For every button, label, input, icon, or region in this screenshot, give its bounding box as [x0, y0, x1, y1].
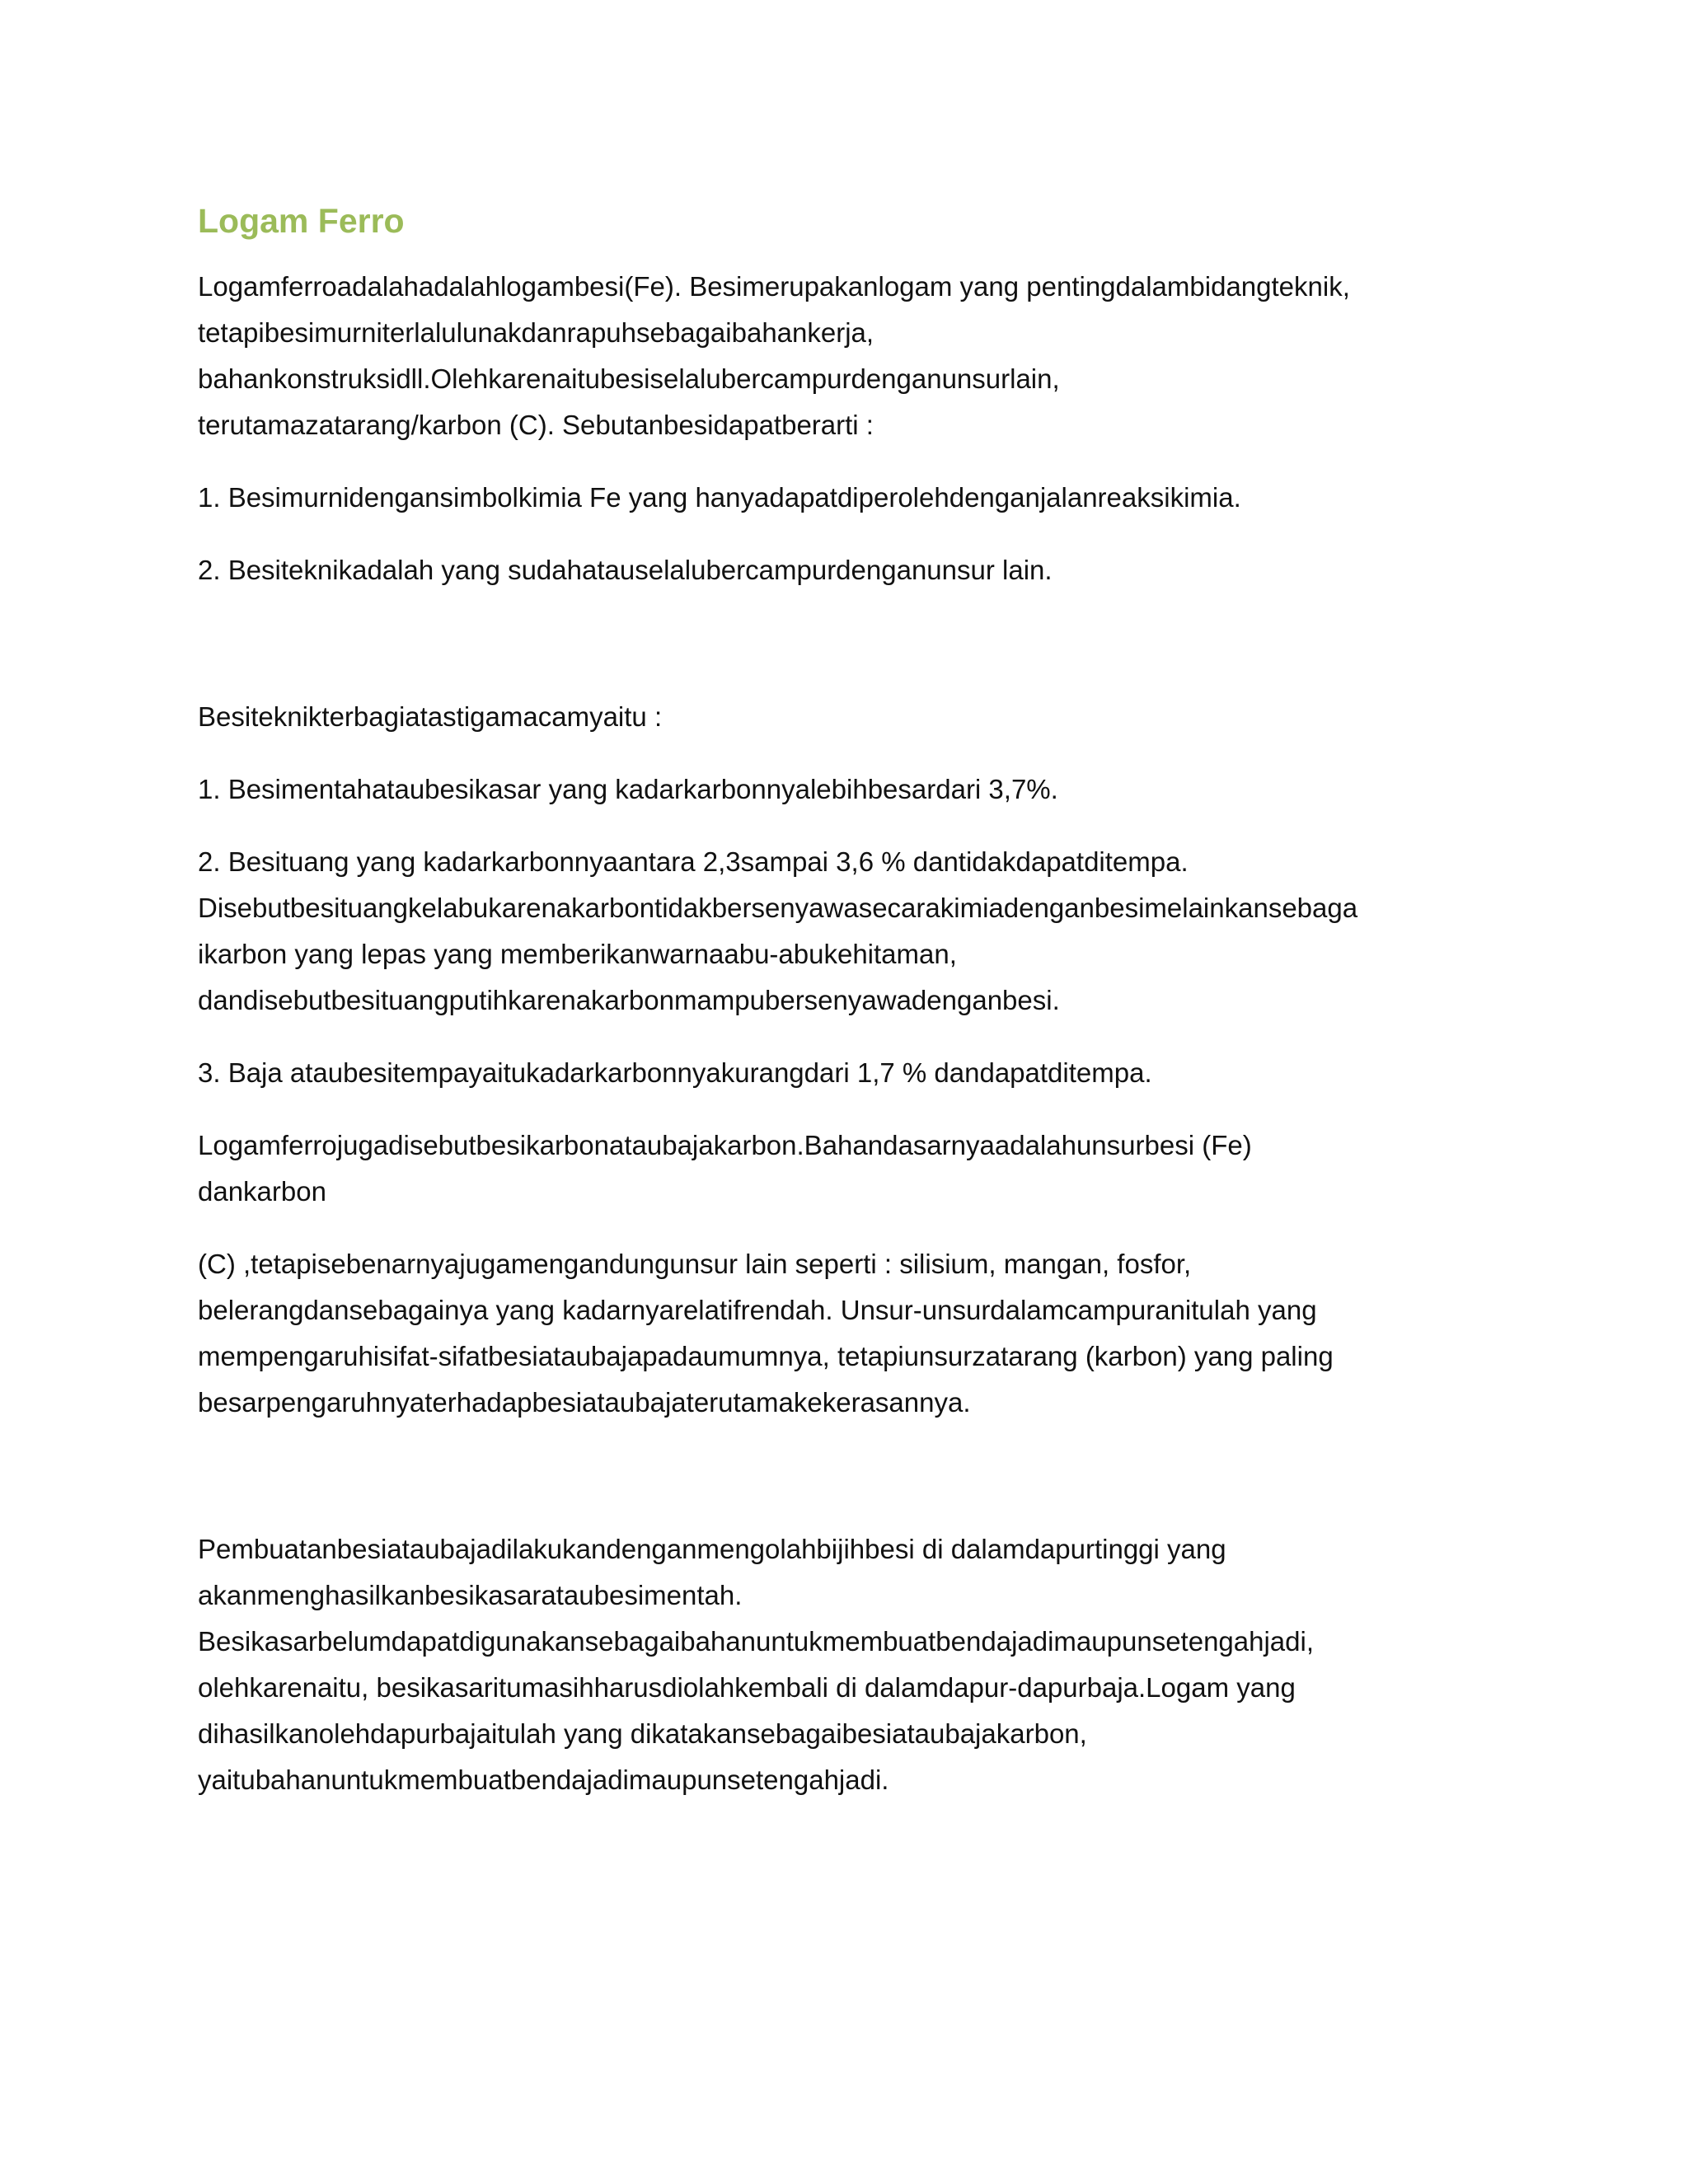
paragraph-line: Disebutbesituangkelabukarenakarbontidakbersenyawasecarakimiadenganbesimelainkansebaga: [198, 893, 1358, 923]
paragraph-line: ikarbon yang lepas yang memberikanwarnaabu-abukehitaman,: [198, 939, 957, 969]
paragraph-line: yaitubahanuntukmembuatbendajadimaupunsetengahjadi.: [198, 1765, 889, 1795]
paragraph-line: (C) ,tetapisebenarnyajugamengandungunsur lain seperti : silisium, mangan, fosfor,: [198, 1249, 1192, 1279]
document-page: [198, 198, 1517, 1830]
paragraph-types-intro: Besiteknikterbagiatastigamacamyaitu :: [198, 701, 663, 732]
list-item-steel: 3. Baja ataubesitempayaitukadarkarbonnyakurangdari 1,7 % dandapatditempa.: [198, 1057, 1152, 1088]
paragraph-elements: [198, 1241, 1517, 1426]
paragraph-carbon-steel: [198, 1122, 1517, 1215]
list-item-technical-iron: 2. Besiteknikadalah yang sudahatauselalubercampurdenganunsur lain.: [198, 555, 1053, 585]
paragraph-line: Pembuatanbesiataubajadilakukandenganmengolahbijihbesi di dalamdapurtinggi yang: [198, 1534, 1226, 1564]
paragraph-line: tetapibesimurniterlalulunakdanrapuhsebagaibahankerja,: [198, 317, 874, 348]
paragraph-intro: [198, 264, 1517, 448]
paragraph-line: Logamferrojugadisebutbesikarbonataubajakarbon.Bahandasarnyaadalahunsurbesi (Fe): [198, 1130, 1252, 1160]
paragraph-line: dankarbon: [198, 1176, 326, 1207]
paragraph-production: [198, 1526, 1517, 1803]
paragraph-line: olehkarenaitu, besikasaritumasihharusdiolahkembali di dalamdapur-dapurbaja.Logam yang: [198, 1672, 1296, 1703]
paragraph-line: 2. Besituang yang kadarkarbonnyaantara 2,3sampai 3,6 % dantidakdapatditempa.: [198, 846, 1189, 877]
paragraph-line: bahankonstruksidll.Olehkarenaitubesiselalubercampurdenganunsurlain,: [198, 363, 1060, 394]
paragraph-line: akanmenghasilkanbesikasarataubesimentah.: [198, 1580, 743, 1610]
document-heading: Logam Ferro: [198, 202, 405, 240]
list-item-cast-iron: [198, 839, 1517, 1024]
paragraph-line: dihasilkanolehdapurbajaitulah yang dikatakansebagaibesiataubajakarbon,: [198, 1718, 1087, 1749]
paragraph-line: terutamazatarang/karbon (C). Sebutanbesidapatberarti :: [198, 410, 874, 440]
list-item-pure-iron: 1. Besimurnidengansimbolkimia Fe yang hanyadapatdiperolehdenganjalanreaksikimia.: [198, 482, 1241, 513]
paragraph-line: Logamferroadalahadalahlogambesi(Fe). Besimerupakanlogam yang pentingdalambidangteknik,: [198, 271, 1350, 302]
paragraph-spacer: [198, 1452, 1517, 1526]
paragraph-line: besarpengaruhnyaterhadapbesiataubajaterutamakekerasannya.: [198, 1387, 971, 1418]
paragraph-line: dandisebutbesituangputihkarenakarbonmampubersenyawadenganbesi.: [198, 985, 1060, 1015]
paragraph-line: Besikasarbelumdapatdigunakansebagaibahanuntukmembuatbendajadimaupunsetengahjadi,: [198, 1626, 1315, 1657]
list-item-pig-iron: 1. Besimentahataubesikasar yang kadarkarbonnyalebihbesardari 3,7%.: [198, 774, 1058, 804]
paragraph-line: mempengaruhisifat-sifatbesiataubajapadaumumnya, tetapiunsurzatarang (karbon) yang paling: [198, 1341, 1334, 1371]
paragraph-line: belerangdansebagainya yang kadarnyarelatifrendah. Unsur-unsurdalamcampuranitulah yang: [198, 1295, 1317, 1325]
paragraph-spacer: [198, 620, 1517, 694]
